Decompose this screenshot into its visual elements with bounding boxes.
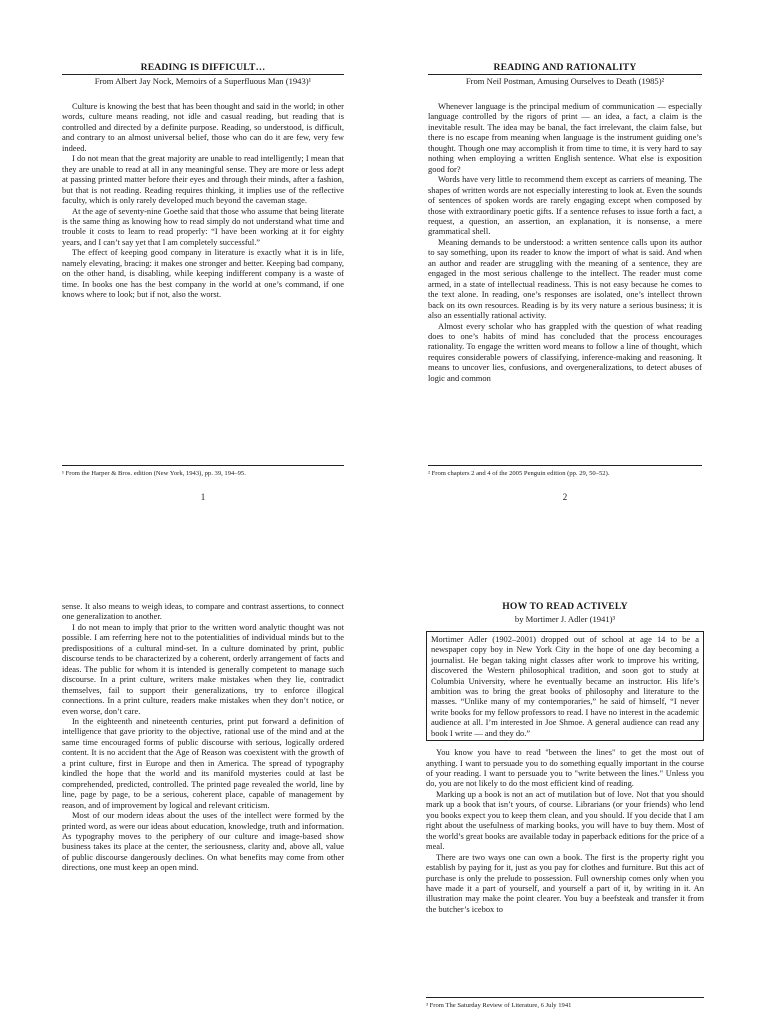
essay-body [62, 101, 344, 300]
essay-title: READING AND RATIONALITY [493, 62, 637, 73]
essay-byline: From Neil Postman, Amusing Ourselves to Death (1985)² [428, 74, 702, 87]
footnote: ³ From The Saturday Review of Literature, 6 July 1941 [426, 997, 704, 1010]
page-1 [62, 62, 344, 507]
essay-byline: by Mortimer J. Adler (1941)³ [514, 614, 616, 624]
paragraph: Almost every scholar who has grappled with the question of what reading does to one’s habits of mind has concluded that the process encourages rationality. To engage the written word means to follow a line of thought, which requires considerable powers of classifying, inference-making and reasoning. It means to uncover lies, confusions, and overgeneralizations, to detect abuses of logic and common [428, 320, 702, 383]
paragraph: I do not mean to imply that prior to the written word analytic thought was not possible. I am referring here not to the potentialities of individual minds but to the predispositions of a cultural mind-set. In a culture dominated by print, public discourse tends to be characterized by a coherent, orderly arrangement of facts and ideas. The public for whom it is intended is generally competent to manage such discourse. In a print culture, writers make mistakes when they lie, contradict themselves, fail to support their generalizations, try to enforce illogical connections. In a print culture, readers make mistakes when they don’t notice, or even worse, don’t care. [62, 621, 344, 716]
essay-title: READING IS DIFFICULT… [140, 62, 266, 73]
page-3 [62, 601, 344, 1021]
essay-body [426, 747, 704, 914]
paragraph: Whenever language is the principal medium of communication — especially language controlled by the rigors of print — an idea, a fact, a claim is the inevitable result. The idea may be banal, the fact irrelevant, the claim false, but there is no escape from meaning when language is the instrument guiding one’s thought. Though one may accomplish it from time to time, it is very hard to say nothing when employing a written English sentence. What else is exposition good for? [428, 101, 702, 174]
paragraph: There are two ways one can own a book. The first is the property right you establish by paying for it, just as you pay for clothes and furniture. But this act of purchase is only the prelude to possession. Full ownership comes only when you have made it a part of yourself, and yourself a part of it, by writing in it. An illustration may make the point clearer. You buy a beefsteak and transfer it from the butcher’s icebox to [426, 851, 704, 914]
essay-body [62, 601, 344, 873]
footnote: ² From chapters 2 and 4 of the 2005 Penguin edition (pp. 29, 50–52). [428, 465, 702, 478]
paragraph: At the age of seventy-nine Goethe said that those who assume that being literate is the same thing as knowing how to read simply do not understand what time and trouble it costs to learn to read properly: “I have been working at it for eighty years, and I can’t say yet that I am completely successful.” [62, 205, 344, 247]
paragraph: Culture is knowing the best that has been thought and said in the world; in other words, culture means reading, not idle and casual reading, but reading that is controlled and directed by a definite purpose. Reading, so understood, is difficult, and contrary to an almost universal belief, those who can do it are few, very few indeed. [62, 101, 344, 153]
essay-byline: From Albert Jay Nock, Memoirs of a Superfluous Man (1943)¹ [62, 74, 344, 87]
page-number: 2 [562, 492, 568, 502]
paragraph: I do not mean that the great majority are unable to read intelligently; I mean that they are unable to read at all in any meaningful sense. They are more or less adept at passing printed matter before their eyes and through their minds, after a fashion, but that is not reading. Reading requires thinking, it implies use of the reflective faculty, which is only rarely developed much beyond the caveman stage. [62, 153, 344, 206]
author-bio-box: Mortimer Adler (1902–2001) dropped out of school at age 14 to be a newspaper copy boy in New York City in the hope of one day becoming a journalist. He began taking night classes after work to improve his writing, discovered the Western philosophical tradition, and soon got to study at Columbia University, where he eventually became an instructor. His life’s ambition was to bring the great books of philosophy and literature to the masses. “Unlike many of my contemporaries,” he said of himself, “I never write books for my fellow professors to read. I have no interest in the academic audience at all. I’m interested in Joe Shmoe. A general audience can read any book I write — and they do.” [426, 631, 704, 741]
footnote: ¹ From the Harper & Bros. edition (New York, 1943), pp. 39, 194–95. [62, 465, 344, 478]
paragraph: Most of our modern ideas about the uses of the intellect were formed by the printed word, as were our ideas about education, knowledge, truth and information. As typography moves to the periphery of our culture and image-based show business takes its place at the center, the seriousness, clarity and, above all, value of public discourse dangerously declines. On what benefits may come from other directions, one must keep an open mind. [62, 810, 344, 873]
paragraph: Marking up a book is not an act of mutilation but of love. Not that you should mark up a book that isn’t yours, of course. Librarians (or your friends) who lend you books expect you to keep them clean, and you should. If you decide that I am right about the usefulness of marking books, you will have to buy them. Most of the world’s great books are available today in paperback editions for the price of a meal. [426, 788, 704, 852]
page-number: 1 [200, 492, 206, 502]
page-2 [428, 62, 702, 507]
page-4 [426, 601, 704, 1021]
paragraph: The effect of keeping good company in literature is exactly what it is in life, namely elevating, bracing: it makes one stronger and better. Keeping bad company, on the other hand, is disabling, while keeping indifferent company is a waste of time. In books one has the best company in the world at one’s command, if one knows where to look; but if not, also the worst. [62, 247, 344, 300]
paragraph: In the eighteenth and nineteenth centuries, print put forward a definition of intelligence that gave priority to the objective, rational use of the mind and at the same time encouraged forms of public discourse with serious, logically ordered content. It is no accident that the Age of Reason was coexistent with the growth of a print culture, first in Europe and then in America. The spread of typography kindled the hope that the world and its manifold mysteries could at last be comprehended, predicted, controlled. The printed page revealed the world, line by line, page by page, to be a serious, coherent place, capable of management by reason, and of improvement by logical and relevant criticism. [62, 715, 344, 810]
paragraph: sense. It also means to weigh ideas, to compare and contrast assertions, to connect one generalization to another. [62, 601, 344, 622]
essay-body [428, 101, 702, 383]
essay-title: HOW TO READ ACTIVELY [502, 601, 628, 612]
paragraph: Meaning demands to be understood: a written sentence calls upon its author to say something, upon its reader to know the import of what is said. And when an author and reader are struggling with the meaning of a sentence, they are engaged in the most serious challenge to the intellect. The reader must come armed, in a state of intellectual readiness. This is not easy because he comes to the text alone. In reading, one’s responses are isolated, one’s intellect thrown back on its own resources. Reading is by its very nature a serious business; it is also an essentially rational activity. [428, 236, 702, 321]
paragraph: Words have very little to recommend them except as carriers of meaning. The shapes of written words are not especially interesting to look at. Even the sounds of sentences of spoken words are rarely engaging except when composed by those with extraordinary poetic gifts. If a sentence refuses to issue forth a fact, a request, a question, an assertion, an explanation, it is nonsense, a mere grammatical shell. [428, 174, 702, 237]
paragraph: You know you have to read "between the lines" to get the most out of anything. I want to persuade you to do something equally important in the course of your reading. I want to persuade you to "write between the lines." Unless you do, you are not likely to do the most efficient kind of reading. [426, 747, 704, 789]
